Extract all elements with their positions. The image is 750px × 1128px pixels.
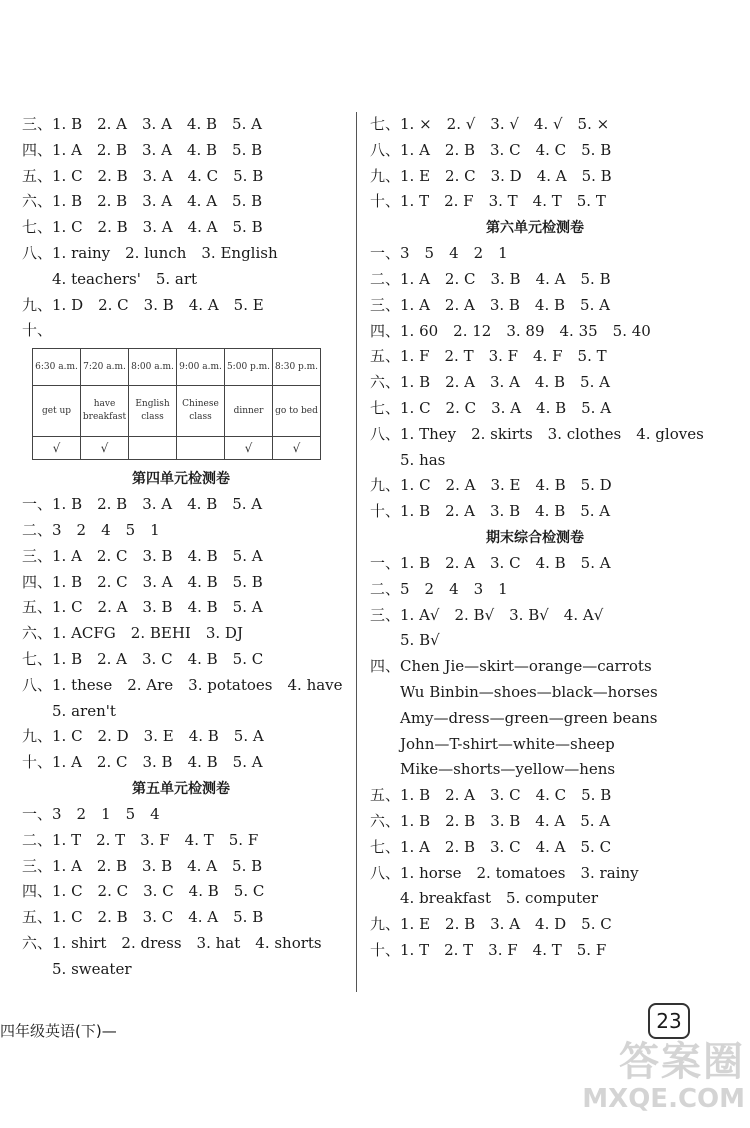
schedule-activity-cell: English class <box>129 386 177 437</box>
answer-line: 七、1. A 2. B 3. C 4. A 5. C <box>370 837 612 856</box>
answer-line: 五、1. C 2. B 3. C 4. A 5. B <box>22 908 264 927</box>
answer-line: 五、1. F 2. T 3. F 4. F 5. T <box>370 347 607 366</box>
schedule-time-cell: 8:30 p.m. <box>273 349 321 386</box>
answer-line: 四、Chen Jie—skirt—orange—carrots <box>370 657 652 676</box>
schedule-time-cell: 7:20 a.m. <box>81 349 129 386</box>
answer-line: 十、1. T 2. F 3. T 4. T 5. T <box>370 192 606 211</box>
answer-line: 三、1. A√ 2. B√ 3. B√ 4. A√ <box>370 605 604 624</box>
right-answer-column <box>370 112 704 964</box>
answer-line: 五、1. B 2. A 3. C 4. C 5. B <box>370 786 612 805</box>
answer-line: 九、1. D 2. C 3. B 4. A 5. E <box>22 295 264 314</box>
section-heading: 第五单元检测卷 <box>132 780 230 797</box>
schedule-time-cell: 9:00 a.m. <box>177 349 225 386</box>
schedule-mark-cell <box>129 437 177 460</box>
answer-line: 五、1. C 2. B 3. A 4. C 5. B <box>22 166 264 185</box>
answer-line: 二、5 2 4 3 1 <box>370 579 508 598</box>
watermark-top: 答案圈 <box>619 1039 745 1085</box>
schedule-table <box>32 348 340 460</box>
answer-line: Mike—shorts—yellow—hens <box>400 760 616 779</box>
answer-line: 九、1. C 2. A 3. E 4. B 5. D <box>370 476 612 495</box>
section-heading: 第四单元检测卷 <box>132 471 230 488</box>
footer-title: 四年级英语(下)— <box>0 1022 117 1040</box>
answer-line: 七、1. B 2. A 3. C 4. B 5. C <box>22 649 264 668</box>
answer-line: 四、1. B 2. C 3. A 4. B 5. B <box>22 572 263 591</box>
answer-line: 二、3 2 4 5 1 <box>22 520 160 539</box>
answer-line: 六、1. B 2. A 3. A 4. B 5. A <box>370 373 610 392</box>
answer-line: 三、1. A 2. C 3. B 4. B 5. A <box>22 546 263 565</box>
answer-line: 一、1. B 2. B 3. A 4. B 5. A <box>22 495 263 514</box>
answer-line: 5. B√ <box>400 631 440 650</box>
answer-line: 十、1. T 2. T 3. F 4. T 5. F <box>370 940 607 959</box>
schedule-mark-cell: √ <box>33 437 81 460</box>
answer-line: 九、1. E 2. C 3. D 4. A 5. B <box>370 166 612 185</box>
schedule-time-cell: 8:00 a.m. <box>129 349 177 386</box>
answer-line: 5. sweater <box>52 959 132 978</box>
watermark-bottom: MXQE.COM <box>582 1084 745 1114</box>
watermark-logo <box>560 1040 745 1122</box>
schedule-activity-cell: go to bed <box>273 386 321 437</box>
answer-line: 三、1. B 2. A 3. A 4. B 5. A <box>22 115 262 133</box>
answer-line: 十、1. A 2. C 3. B 4. B 5. A <box>22 753 263 772</box>
answer-line: 九、1. E 2. B 3. A 4. D 5. C <box>370 915 612 934</box>
answer-line: 五、1. C 2. A 3. B 4. B 5. A <box>22 598 263 617</box>
answer-line: 九、1. C 2. D 3. E 4. B 5. A <box>22 727 264 746</box>
answer-line: 七、1. × 2. √ 3. √ 4. √ 5. × <box>370 115 610 133</box>
answer-line: Amy—dress—green—green beans <box>400 708 658 727</box>
answer-line: Wu Binbin—shoes—black—horses <box>400 682 658 701</box>
answer-line: 一、3 2 1 5 4 <box>22 804 160 823</box>
schedule-activity-cell: have breakfast <box>81 386 129 437</box>
answer-line: 一、3 5 4 2 1 <box>370 244 508 263</box>
answer-line: 十、1. B 2. A 3. B 4. B 5. A <box>370 502 611 521</box>
section-heading: 期末综合检测卷 <box>486 529 584 546</box>
answer-line: 4. teachers' 5. art <box>52 269 198 288</box>
section-heading: 第六单元检测卷 <box>486 220 584 237</box>
answer-line: 六、1. ACFG 2. BEHI 3. DJ <box>22 624 243 643</box>
answer-line: 四、1. A 2. B 3. A 4. B 5. B <box>22 140 263 159</box>
answer-line: 七、1. C 2. B 3. A 4. A 5. B <box>22 218 263 237</box>
schedule-mark-cell: √ <box>225 437 273 460</box>
schedule-activity-cell: dinner <box>225 386 273 437</box>
answer-line: 一、1. B 2. A 3. C 4. B 5. A <box>370 553 611 572</box>
schedule-mark-cell <box>177 437 225 460</box>
answer-line: 三、1. A 2. A 3. B 4. B 5. A <box>370 295 610 314</box>
answer-line: 十、 <box>22 321 53 340</box>
schedule-activity-cell: Chinese class <box>177 386 225 437</box>
schedule-time-cell: 6:30 a.m. <box>33 349 81 386</box>
schedule-mark-cell: √ <box>81 437 129 460</box>
answer-line: 5. aren't <box>52 701 116 720</box>
schedule-mark-cell: √ <box>273 437 321 460</box>
answer-line: 4. breakfast 5. computer <box>400 889 599 908</box>
schedule-time-cell: 5:00 p.m. <box>225 349 273 386</box>
answer-line: 八、1. A 2. B 3. C 4. C 5. B <box>370 140 612 159</box>
answer-line: 二、1. T 2. T 3. F 4. T 5. F <box>22 830 259 849</box>
answer-line: 八、1. They 2. skirts 3. clothes 4. gloves <box>370 424 704 443</box>
table-row <box>33 437 321 460</box>
table-row <box>33 349 321 386</box>
page-number: 23 <box>648 1003 690 1039</box>
answer-line: John—T-shirt—white—sheep <box>400 734 615 753</box>
answer-line: 二、1. A 2. C 3. B 4. A 5. B <box>370 269 611 288</box>
table-row <box>33 386 321 437</box>
answer-line: 八、1. horse 2. tomatoes 3. rainy <box>370 863 639 882</box>
left-answer-column <box>22 112 343 983</box>
answer-line: 5. has <box>400 450 446 469</box>
answer-line: 四、1. 60 2. 12 3. 89 4. 35 5. 40 <box>370 321 651 340</box>
column-divider <box>356 112 357 992</box>
answer-line: 六、1. B 2. B 3. A 4. A 5. B <box>22 192 263 211</box>
answer-line: 八、1. rainy 2. lunch 3. English <box>22 243 278 262</box>
answer-line: 七、1. C 2. C 3. A 4. B 5. A <box>370 398 612 417</box>
answer-line: 四、1. C 2. C 3. C 4. B 5. C <box>22 882 265 901</box>
answer-line: 八、1. these 2. Are 3. potatoes 4. have <box>22 675 343 694</box>
answer-line: 六、1. B 2. B 3. B 4. A 5. A <box>370 811 611 830</box>
schedule-activity-cell: get up <box>33 386 81 437</box>
answer-line: 六、1. shirt 2. dress 3. hat 4. shorts <box>22 933 322 952</box>
answer-line: 三、1. A 2. B 3. B 4. A 5. B <box>22 856 263 875</box>
